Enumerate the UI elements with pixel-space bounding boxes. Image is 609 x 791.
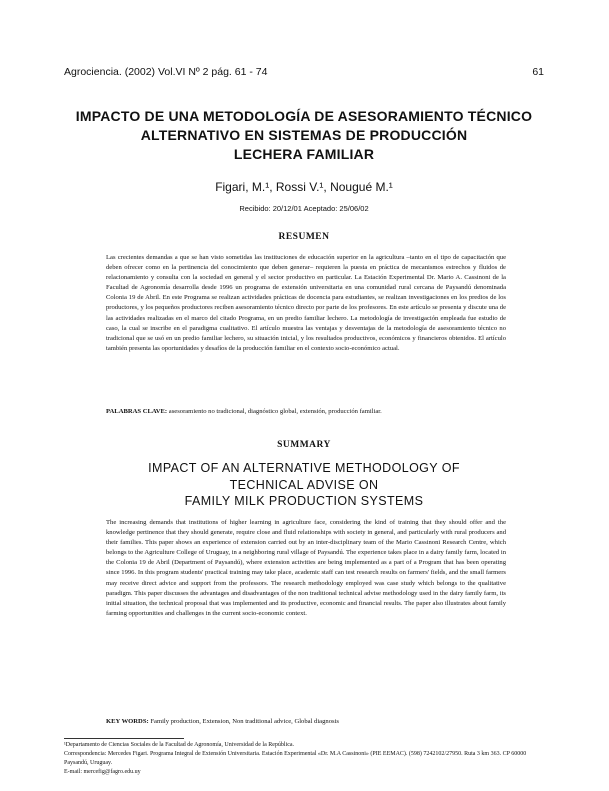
keywords-label: PALABRAS CLAVE: bbox=[106, 408, 168, 415]
footnote-email: E-mail: mercefig@fagro.edu.uy bbox=[64, 769, 141, 775]
resumen-text: Las crecientes demandas a que se han visto sometidas las instituciones de educación superior en la agricultura –tanto en el tipo de capacitación que deben ofrecer como en la pertinencia del conocimiento que deben generar– requieren la puesta en práctica de mecanismos estrechos y fluidos de relacionamiento y consulta con la sociedad en general y el sector productivo en particular. La Estación Experimental Dr. Mario A. Cassinoni de la Facultad de Agronomía desarrolla desde 1996 un programa de extensión universitaria en una comunidad rural cercana de Paysandú denominada Colonia 19 de Abril. En este Programa se realizan actividades prácticas de docencia para estudiantes, se realizan investigaciones en los predios de los productores, y los pequeños productores reciben asesoramiento técnico directo por parte de los profesores. En este artículo se presenta y discute una de las actividades realizadas en el marco del citado Programa, en un predio familiar lechero. La metodología de investigación empleada fue estudio de caso, la cual se inscribe en el paradigma cualitativo. El artículo muestra las ventajas y desventajas de la metodología de asesoramiento técnico no tradicional que se usó en un predio familiar lechero, su situación inicial, y los resultados productivos, económicos y financieros obtenidos. El artículo también presenta las oportunidades y desafíos de la producción familiar en el contexto socio-económico actual. bbox=[106, 254, 506, 352]
title-line: LECHERA FAMILIAR bbox=[233, 146, 375, 162]
summary-heading: SUMMARY bbox=[277, 440, 331, 450]
keywords-text: asesoramiento no tradicional, diagnóstico global, extensión, producción familiar. bbox=[168, 408, 382, 415]
english-title-line: IMPACT OF AN ALTERNATIVE METHODOLOGY OF bbox=[148, 461, 460, 475]
paper-title bbox=[64, 107, 544, 164]
page-number: 61 bbox=[532, 66, 544, 78]
received-dates: Recibido: 20/12/01 Aceptado: 25/06/02 bbox=[239, 204, 369, 213]
keywords-text: Family production, Extension, Non traditional advice, Global diagnosis bbox=[150, 718, 339, 725]
authors: Figari, M.¹, Rossi V.¹, Nougué M.¹ bbox=[215, 180, 393, 194]
english-title-line: FAMILY MILK PRODUCTION SYSTEMS bbox=[184, 494, 424, 508]
footnote-correspondence: Correspondencia: Mercedes Figari. Programa Integral de Extensión Universitaria. Estación Experimental «Dr. M.A Cassinoni» (PIE EEMAC). (598) 7242102/27950. Ruta 3 km 363. CP 60000 Paysandú, Uruguay. bbox=[64, 751, 527, 766]
english-title-line: TECHNICAL ADVISE ON bbox=[229, 477, 379, 492]
running-header bbox=[64, 66, 544, 78]
keywords-label: KEY WORDS: bbox=[106, 718, 149, 725]
resumen-heading: RESUMEN bbox=[278, 232, 330, 242]
resumen-keywords bbox=[106, 407, 506, 417]
summary-keywords bbox=[106, 717, 506, 727]
journal-citation: Agrociencia. (2002) Vol.VI Nº 2 pág. 61 - 74 bbox=[64, 66, 268, 78]
footnote-divider bbox=[64, 738, 184, 739]
title-line: IMPACTO DE UNA METODOLOGÍA DE ASESORAMIENTO TÉCNICO bbox=[75, 108, 533, 124]
english-title bbox=[64, 460, 544, 510]
title-line: ALTERNATIVO EN SISTEMAS DE PRODUCCIÓN bbox=[140, 127, 468, 143]
footnote-affiliation: ¹Departamento de Ciencias Sociales de la Facultad de Agronomía, Universidad de la República. bbox=[64, 742, 295, 748]
summary-text: The increasing demands that institutions of higher learning in agriculture face, considering the kind of training that they should offer and the knowledge pertinence that they should generate, require close and fluid relationships with society in general, and particularly with rural producers and their families. This paper shows an experience of extension carried out by an inter-disciplinary team of the Mario Cassinoni Research Centre, which belongs to the Agriculture College of Uruguay, in a neighboring rural village of Paysandú. The experience takes place in a dairy family farm, located in the Colonia 19 de Abril (Department of Paysandú), where extension activities are being implemented as a part of a Program that has been operating since 1996. In this program students' practical training may take place, academic staff can test research results on farmers' fields, and the small farmers may receive direct advice and support from the professors. The research methodology employed was case study which belongs to the qualitative paradigm. This paper discusses the advantages and disadvantages of the non traditional technical advise methodology used in the dairy family farm, its initial situation, the technical proposal that was implemented and its productive, economic and financial results. The paper also illustrates about family farming opportunities and challenges in the current socio-economic context. bbox=[106, 519, 506, 617]
